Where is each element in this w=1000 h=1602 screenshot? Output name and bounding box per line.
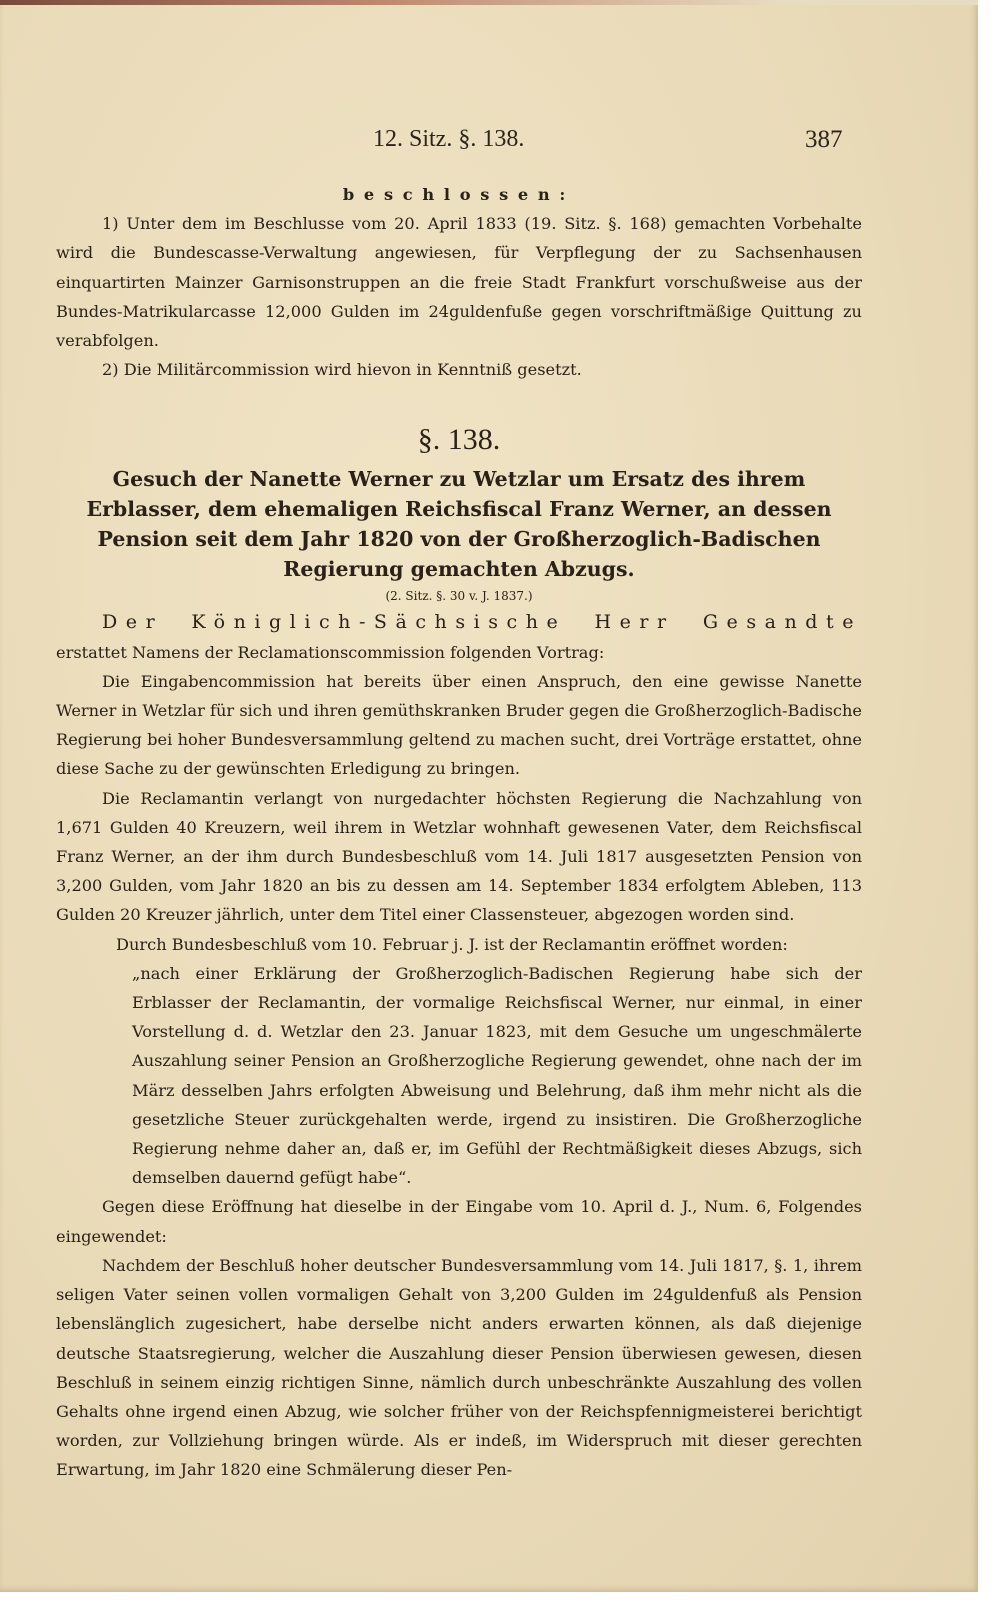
resolution-item-2: 2) Die Militärcommission wird hievon in Kenntniß gesetzt. [102, 360, 582, 380]
paragraph-2: Die Reclamantin verlangt von nurgedachter höchsten Regierung die Nachzahlung von 1,671 Gulden 40 Kreuzern, weil ihrem in Wetzlar wohnhaft gewesenen Vater, dem Reichsfiscal Franz Werner, an der ihm durch Bundesbeschluß vom 14. Juli 1817 ausgesetzten Pension von 3,200 Gulden, vom Jahr 1820 an bis zu dessen am 14. September 1834 erfolgtem Ableben, 113 Gulden 20 Kreuzer jährlich, unter dem Titel einer Classensteuer, abgezogen worden sind. [56, 788, 862, 925]
paragraph-1: Die Eingabencommission hat bereits über einen Anspruch, den eine gewisse Nanette Werner in Wetzlar für sich und ihren gemüthskranken Bruder gegen die Großherzoglich-Badische Regierung bei hoher Bundesversammlung geltend zu machen sucht, drei Vorträge erstattet, ohne diese Sache zu der gewünschten Erledigung zu bringen. [56, 671, 862, 779]
page-number: 387 [805, 126, 843, 153]
section-subject: Gesuch der Nanette Werner zu Wetzlar um Ersatz des ihrem Erblasser, dem ehemaligen Reichsfiscal Franz Werner, an dessen Pension seit dem Jahr 1820 von der Großherzoglich-Badischen Regierung gemachten Abzugs. [86, 467, 832, 582]
section-reference: (2. Sitz. §. 30 v. J. 1837.) [385, 589, 533, 604]
running-head: 12. Sitz. §. 138. [373, 126, 525, 152]
paragraph-5: Nachdem der Beschluß hoher deutscher Bundesversammlung vom 14. Juli 1817, §. 1, ihrem seligen Vater seinen vollen vormaligen Gehalt von 3,200 Gulden im 24guldenfuß als Pension lebenslänglich zugesichert, habe derselbe nicht anders erwarten können, als daß diejenige deutsche Staatsregierung, welcher die Auszahlung dieser Pension überwiesen gewesen, diesen Beschluß in seinem einzig richtigen Sinne, nämlich durch unbeschränkte Auszahlung des vollen Gehalts ohne irgend einen Abzug, wie solcher früher von der Reichspfennigmeisterei berichtigt worden, zur Vollziehung bringen würde. Als er indeß, im Widerspruch mit dieser gerechten Erwartung, im Jahr 1820 eine Schmälerung dieser Pen- [56, 1255, 862, 1480]
report-intro-text: erstattet Namens der Reclamationscommission folgenden Vortrag: [56, 642, 605, 662]
page-body [56, 180, 862, 1485]
section-number: §. 138. [417, 423, 501, 457]
page-edge-shading [0, 0, 978, 5]
report-speaker: Der Königlich-Sächsische Herr Gesandte [102, 611, 862, 634]
resolution-heading: beschlossen: [342, 185, 576, 204]
quoted-decision: „nach einer Erklärung der Großherzoglich-Badischen Regierung habe sich der Erblasser der Reclamantin, der vormalige Reichsfiscal Werner, nur einmal, in einer Vorstellung d. d. Wetzlar den 23. Januar 1823, mit dem Gesuche um ungeschmälerte Auszahlung seiner Pension an Großherzogliche Regierung gewendet, ohne nach der im März desselben Jahrs erfolgten Abweisung und Belehrung, daß ihm mehr nicht als die gesetzliche Steuer zurückgehalten werde, irgend zu insistiren. Die Großherzogliche Regierung nehme daher an, daß er, im Gefühl der Rechtmäßigkeit dieses Abzugs, sich demselben dauernd gefügt habe“. [132, 963, 862, 1188]
page-header [0, 126, 978, 156]
paragraph-3: Durch Bundesbeschluß vom 10. Februar j. J. ist der Reclamantin eröffnet worden: [116, 934, 788, 954]
report-intro [56, 608, 862, 666]
resolution-item-1: 1) Unter dem im Beschlusse vom 20. April 1833 (19. Sitz. §. 168) gemachten Vorbehalte wird die Bundescasse-Verwaltung angewiesen, für Verpflegung der zu Sachsenhausen einquartirten Mainzer Garnisonstruppen an die freie Stadt Frankfurt vorschußweise aus der Bundes-Matrikularcasse 12,000 Gulden im 24guldenfuße gegen vorschriftmäßige Quittung zu verabfolgen. [56, 214, 862, 351]
paragraph-4: Gegen diese Eröffnung hat dieselbe in der Eingabe vom 10. April d. J., Num. 6, Folgendes eingewendet: [56, 1197, 862, 1246]
